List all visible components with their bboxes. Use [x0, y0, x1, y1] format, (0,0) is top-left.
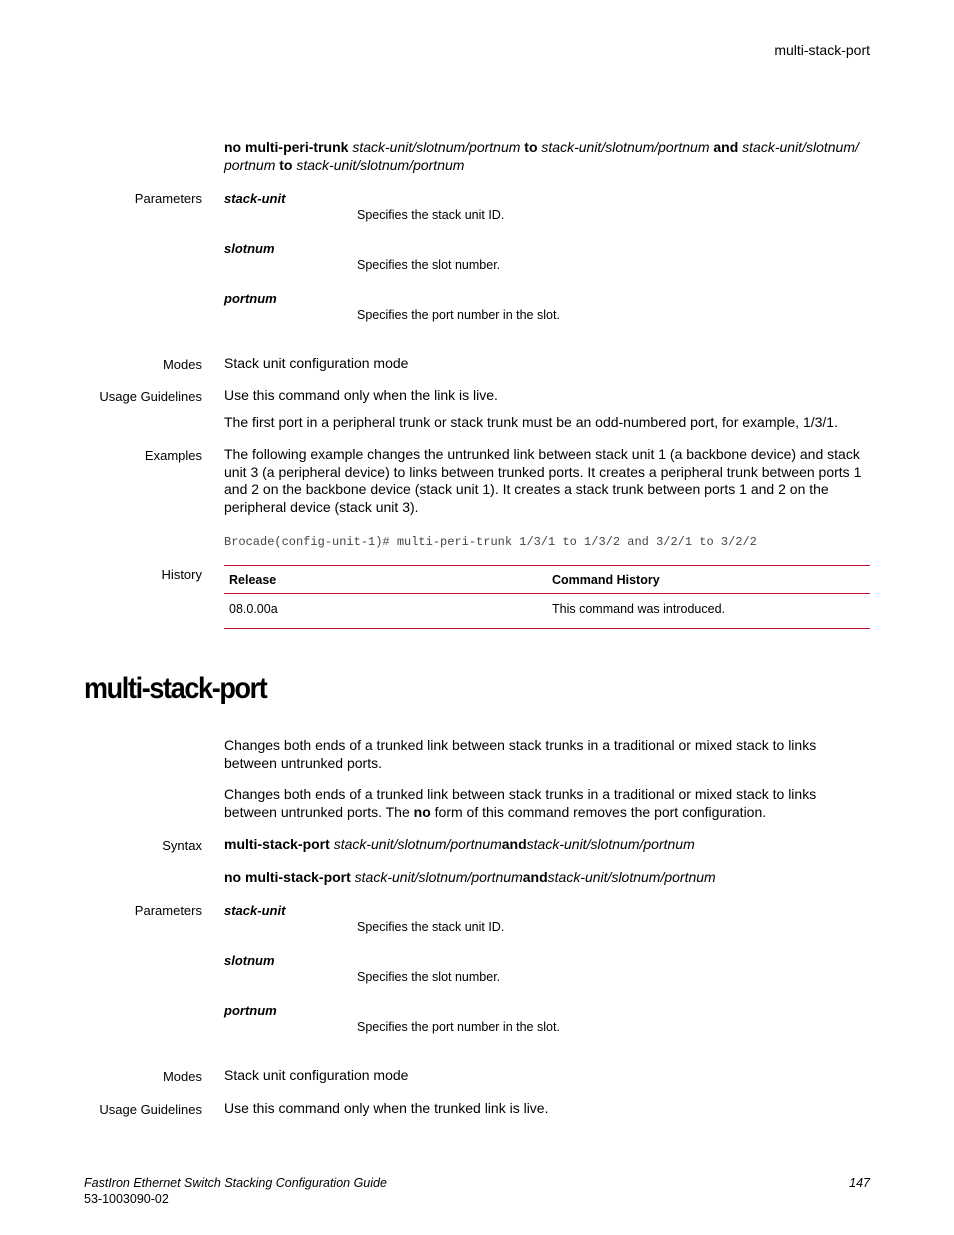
- footer-guide-title: FastIron Ethernet Switch Stacking Configuration Guide: [84, 1176, 387, 1190]
- table-header-release: Release: [224, 566, 547, 594]
- parameters-label: Parameters: [134, 191, 202, 206]
- desc-text: Changes both ends of a trunked link between stack trunks in a traditional or mixed stack to links between untrunked ports. The: [224, 786, 817, 820]
- table-cell-release: 08.0.00a: [224, 594, 547, 629]
- param-desc: Specifies the slot number.: [357, 258, 501, 272]
- syntax-arg: stack-unit/slotnum/portnum: [352, 139, 521, 155]
- syntax-arg: stack-unit/slotnum/portnum: [333, 836, 502, 852]
- syntax-arg: stack-unit/slotnum/portnum: [526, 836, 695, 852]
- param-name: portnum: [224, 291, 277, 306]
- param-desc: Specifies the port number in the slot.: [357, 308, 560, 322]
- section-description: [224, 786, 870, 821]
- syntax-line: [224, 836, 870, 854]
- section-description: Changes both ends of a trunked link between stack trunks in a traditional or mixed stack to links between untrunked ports.: [224, 737, 817, 771]
- syntax-keyword: and: [501, 836, 527, 852]
- param-desc: Specifies the slot number.: [357, 970, 501, 984]
- syntax-label: Syntax: [162, 838, 202, 853]
- param-desc: Specifies the stack unit ID.: [357, 920, 505, 934]
- table-cell-history: This command was introduced.: [547, 594, 870, 629]
- syntax-arg: portnum: [224, 156, 276, 173]
- param-name: stack-unit: [224, 191, 286, 206]
- history-label: History: [161, 567, 202, 582]
- param-name: portnum: [224, 1003, 277, 1018]
- history-table: [224, 565, 870, 629]
- syntax-arg: stack-unit/slotnum/portnum: [541, 139, 710, 155]
- syntax-arg: stack-unit/slotnum/portnum: [547, 869, 716, 885]
- usage-text: Use this command only when the link is live.: [224, 387, 498, 403]
- no-syntax-line: [224, 869, 870, 887]
- modes-text: Stack unit configuration mode: [224, 1067, 409, 1083]
- syntax-arg: stack-unit/slotnum/: [742, 139, 859, 155]
- desc-text: form of this command removes the port configuration.: [430, 803, 767, 820]
- section-title: multi-stack-port: [84, 672, 267, 705]
- syntax-keyword: to: [524, 139, 538, 155]
- parameters-label: Parameters: [134, 903, 202, 918]
- footer-doc-number: 53-1003090-02: [84, 1192, 169, 1206]
- syntax-keyword: and: [522, 869, 548, 885]
- example-code: Brocade(config-unit-1)# multi-peri-trunk 1/3/1 to 1/3/2 and 3/2/1 to 3/2/2: [224, 535, 757, 549]
- table-header-row: [224, 566, 870, 594]
- modes-text: Stack unit configuration mode: [224, 355, 409, 371]
- footer-left: [84, 1175, 387, 1207]
- table-row: [224, 594, 870, 629]
- syntax-arg: stack-unit/slotnum/portnum: [296, 156, 465, 173]
- param-name: stack-unit: [224, 903, 286, 918]
- table-header-command-history: Command History: [547, 566, 870, 594]
- desc-bold-keyword: no: [413, 803, 431, 820]
- param-desc: Specifies the stack unit ID.: [357, 208, 505, 222]
- usage-guidelines-label: Usage Guidelines: [99, 1102, 202, 1117]
- syntax-arg: stack-unit/slotnum/portnum: [354, 869, 523, 885]
- syntax-command: multi-stack-port: [224, 836, 330, 852]
- modes-label: Modes: [162, 1069, 202, 1084]
- usage-guidelines-label: Usage Guidelines: [99, 389, 202, 404]
- running-header: multi-stack-port: [774, 42, 870, 58]
- examples-label: Examples: [144, 448, 202, 463]
- footer-page-number: 147: [849, 1176, 870, 1190]
- syntax-keyword: and: [713, 139, 739, 155]
- param-name: slotnum: [224, 953, 275, 968]
- syntax-command: no multi-stack-port: [224, 869, 351, 885]
- usage-text: Use this command only when the trunked link is live.: [224, 1100, 549, 1116]
- param-desc: Specifies the port number in the slot.: [357, 1020, 560, 1034]
- param-name: slotnum: [224, 241, 275, 256]
- usage-text: The first port in a peripheral trunk or stack trunk must be an odd-numbered port, for example, 1/3/1.: [224, 414, 838, 430]
- syntax-command: no multi-peri-trunk: [224, 139, 349, 155]
- syntax-keyword: to: [279, 156, 293, 173]
- modes-label: Modes: [162, 357, 202, 372]
- example-description: The following example changes the untrunked link between stack unit 1 (a backbone device) and stack unit 3 (a peripheral device) to links between trunked ports. It creates a peripheral trunk between ports 1 and 2 on the backbone device (stack unit 1). It creates a stack trunk between ports 1 and 2 on the peripheral device (stack unit 3).: [224, 446, 862, 515]
- no-syntax-line: [224, 139, 870, 174]
